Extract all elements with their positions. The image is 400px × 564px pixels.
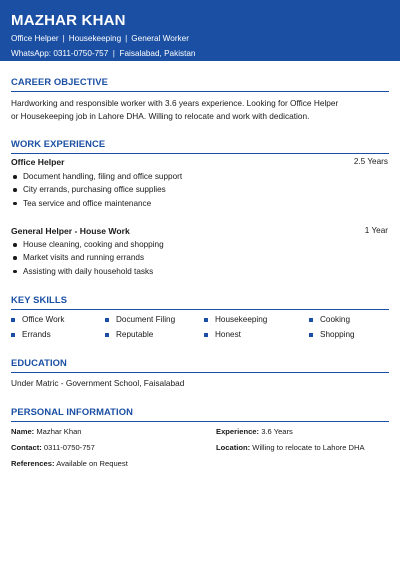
job-duration: 1 Year	[364, 226, 388, 235]
education-entry: Under Matric - Government School, Faisalabad	[11, 378, 185, 388]
role-general-worker: General Worker	[131, 34, 189, 43]
info-value: 0311-0750-757	[43, 443, 95, 452]
career-objective-text	[11, 97, 391, 124]
candidate-name: MAZHAR KHAN	[11, 12, 126, 29]
personal-name	[11, 427, 82, 436]
personal-contact	[11, 443, 95, 452]
list-item: House cleaning, cooking and shopping	[11, 238, 164, 251]
personal-references	[11, 459, 128, 468]
info-value: 3.6 Years	[261, 427, 293, 436]
section-title-career: CAREER OBJECTIVE	[11, 76, 389, 92]
square-bullet-icon	[309, 318, 313, 322]
square-bullet-icon	[105, 318, 109, 322]
role-separator: |	[62, 34, 65, 43]
personal-experience	[216, 427, 293, 436]
skill-label: Office Work	[22, 315, 65, 324]
list-item: Tea service and office maintenance	[11, 197, 182, 210]
skill-label: Document Filing	[116, 315, 176, 324]
skill-item	[204, 315, 267, 324]
square-bullet-icon	[105, 333, 109, 337]
section-title-education: EDUCATION	[11, 357, 389, 373]
square-bullet-icon	[309, 333, 313, 337]
square-bullet-icon	[204, 333, 208, 337]
info-label: References:	[11, 459, 55, 468]
skill-item	[309, 315, 350, 324]
role-office-helper: Office Helper	[11, 34, 59, 43]
section-title-personal: PERSONAL INFORMATION	[11, 406, 389, 422]
square-bullet-icon	[204, 318, 208, 322]
skill-item	[105, 315, 175, 324]
skill-label: Cooking	[320, 315, 351, 324]
list-item: Market visits and running errands	[11, 251, 164, 264]
info-label: Experience:	[216, 427, 260, 436]
info-label: Name:	[11, 427, 35, 436]
skill-item	[11, 330, 51, 339]
list-item: Document handling, filing and office support	[11, 170, 182, 183]
info-value: Willing to relocate to Lahore DHA	[252, 443, 365, 452]
skill-item	[309, 330, 355, 339]
skill-label: Honest	[215, 330, 241, 339]
section-title-experience: WORK EXPERIENCE	[11, 138, 389, 154]
job-duties-list	[11, 238, 164, 278]
job-duties-list	[11, 170, 182, 210]
skill-label: Housekeeping	[215, 315, 268, 324]
role-list	[11, 33, 400, 44]
list-item: Assisting with daily household tasks	[11, 265, 164, 278]
job-duration: 2.5 Years	[353, 157, 388, 166]
skill-label: Errands	[22, 330, 51, 339]
skill-item	[105, 330, 153, 339]
career-line: Hardworking and responsible worker with 3.6 years experience. Looking for Office Helper	[11, 98, 339, 108]
job-title: Office Helper	[11, 157, 65, 167]
section-title-skills: KEY SKILLS	[11, 294, 389, 310]
info-label: Contact:	[11, 443, 42, 452]
header-contact: WhatsApp: 0311-0750-757 | Faisalabad, Pakistan	[11, 49, 196, 58]
role-housekeeping: Housekeeping	[68, 34, 122, 43]
square-bullet-icon	[11, 318, 15, 322]
skill-item	[11, 315, 64, 324]
info-value: Available on Request	[56, 459, 128, 468]
skill-label: Reputable	[116, 330, 154, 339]
info-value: Mazhar Khan	[36, 427, 82, 436]
personal-location	[216, 443, 365, 452]
square-bullet-icon	[11, 333, 15, 337]
career-line: or Housekeeping job in Lahore DHA. Willing to relocate and work with dedication.	[11, 111, 310, 122]
skill-item	[204, 330, 241, 339]
skill-label: Shopping	[320, 330, 355, 339]
list-item: City errands, purchasing office supplies	[11, 183, 182, 196]
job-title: General Helper - House Work	[11, 226, 130, 236]
resume-header	[0, 0, 400, 61]
info-label: Location:	[216, 443, 251, 452]
role-separator: |	[125, 34, 128, 43]
